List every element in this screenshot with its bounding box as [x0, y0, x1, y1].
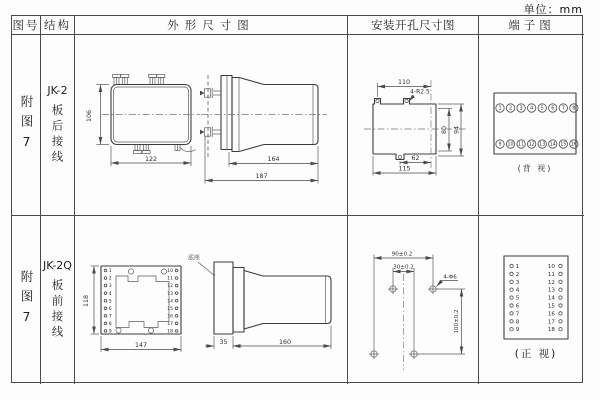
dim-base-depth: 35 — [219, 338, 228, 346]
svg-text:15: 15 — [547, 303, 555, 310]
svg-text:10: 10 — [547, 264, 555, 270]
dim-plate-width: 147 — [134, 342, 148, 349]
svg-text:4: 4 — [515, 287, 520, 294]
dim-hole-span-height: 100±0.2 — [454, 309, 460, 334]
dim-front-width: 122 — [144, 155, 158, 163]
svg-text:6: 6 — [515, 303, 520, 310]
row1-model: JK-2 — [47, 84, 68, 97]
dim-plate-height: 118 — [83, 294, 90, 308]
svg-text:9: 9 — [498, 142, 502, 148]
row2-terminal-cell — [479, 216, 584, 384]
jk2q-side-view — [188, 254, 331, 350]
terminal-col-right — [548, 264, 562, 333]
front-terminals-right — [167, 268, 178, 334]
svg-text:3: 3 — [519, 106, 523, 112]
svg-text:1: 1 — [515, 264, 520, 270]
svg-text:2: 2 — [509, 106, 513, 112]
row2-outline-cell — [75, 216, 348, 384]
mount-hole-icon — [128, 269, 133, 274]
svg-text:14: 14 — [549, 142, 556, 148]
svg-text:2: 2 — [515, 271, 520, 278]
row1-outline-cell — [75, 35, 348, 216]
unit-label: 单位：mm — [523, 3, 583, 16]
svg-text:10: 10 — [167, 269, 173, 275]
dim-body-len: 160 — [278, 338, 292, 346]
svg-text:12: 12 — [547, 279, 555, 286]
terminal-row-top — [496, 104, 578, 112]
row2-structure-cell — [41, 216, 75, 384]
jk2q-mounting-drawing — [348, 216, 479, 384]
row2-mounting-cell — [348, 216, 479, 384]
top-studs-icon — [113, 75, 165, 85]
svg-text:8: 8 — [515, 319, 520, 326]
header-structure: 结构 — [41, 16, 75, 35]
dim-cutout-top-width: 110 — [397, 79, 411, 86]
front-terminals-left — [104, 268, 112, 334]
jk2-front-view — [86, 75, 200, 167]
svg-text:10: 10 — [507, 142, 514, 148]
svg-text:5: 5 — [515, 295, 520, 302]
svg-text:13: 13 — [547, 287, 555, 294]
svg-text:15: 15 — [560, 142, 567, 148]
dim-hole-inner-width: 30±0.2 — [393, 264, 414, 271]
row1-structure-cell — [41, 35, 75, 216]
svg-text:16: 16 — [570, 142, 577, 148]
jk2q-front-view — [83, 266, 181, 352]
jk2-mounting-drawing — [348, 35, 479, 216]
bottom-studs-icon — [134, 145, 196, 154]
dim-cutout-outer-width: 115 — [398, 165, 411, 173]
dim-cutout-outer-height: 94 — [453, 125, 461, 135]
row1-terminal-cell — [479, 35, 584, 216]
mount-hole-icon — [116, 328, 121, 333]
svg-text:9: 9 — [515, 327, 520, 334]
terminal-col-left — [510, 264, 520, 333]
svg-text:7: 7 — [108, 314, 112, 320]
svg-text:1: 1 — [498, 106, 502, 112]
svg-text:6: 6 — [551, 106, 555, 112]
svg-text:4: 4 — [530, 106, 534, 112]
svg-text:3: 3 — [108, 284, 112, 290]
svg-text:11: 11 — [167, 276, 173, 282]
jk2-side-view — [200, 75, 327, 184]
dim-cutout-inner-height: 80 — [441, 125, 448, 135]
svg-text:7: 7 — [515, 311, 520, 318]
jk2q-outline-drawing — [75, 216, 348, 384]
rear-studs-icon — [200, 88, 221, 137]
dim-hole-span-width: 90±0.2 — [391, 251, 413, 258]
row1-figure-no-cell — [12, 35, 41, 216]
svg-text:8: 8 — [572, 106, 576, 112]
svg-text:8: 8 — [108, 321, 112, 327]
dim-side-total-len: 187 — [255, 173, 268, 180]
svg-text:5: 5 — [108, 299, 112, 305]
terminal-row-bottom — [496, 140, 578, 148]
row2-wiring: 板前接线 — [50, 279, 65, 341]
svg-text:11: 11 — [547, 271, 555, 278]
row1-figure-no: 附图7 — [19, 94, 34, 156]
stud-slot-icon — [405, 99, 408, 102]
row2-model: JK-2Q — [43, 259, 72, 272]
note-hole-diameter: 4-Φ6 — [443, 274, 457, 281]
svg-text:12: 12 — [528, 142, 535, 148]
svg-text:13: 13 — [167, 291, 173, 297]
svg-text:13: 13 — [539, 142, 546, 148]
row1-mounting-cell — [348, 35, 479, 216]
svg-text:14: 14 — [547, 295, 555, 302]
note-base: 底座 — [187, 254, 201, 262]
header-outline: 外形尺寸图 — [75, 16, 348, 35]
svg-text:18: 18 — [167, 329, 173, 335]
header-figure-no: 图号 — [12, 16, 41, 35]
svg-text:5: 5 — [540, 106, 544, 112]
svg-text:9: 9 — [108, 329, 112, 335]
row2-figure-no: 附图7 — [19, 269, 34, 331]
stud-slot-icon — [376, 99, 379, 102]
svg-text:7: 7 — [561, 106, 565, 112]
note-corner-radius: 4-R2.5 — [410, 88, 430, 96]
jk2-outline-drawing — [75, 35, 348, 216]
mount-hole-icon — [148, 328, 153, 333]
header-mounting: 安装开孔尺寸图 — [348, 16, 479, 35]
row1-wiring: 板后接线 — [50, 104, 65, 166]
svg-text:11: 11 — [518, 142, 525, 148]
dim-side-body-len: 164 — [267, 156, 280, 163]
svg-text:1: 1 — [108, 269, 112, 275]
svg-text:6: 6 — [108, 306, 112, 312]
view-label-front: (正 视) — [514, 348, 558, 360]
mount-hole-icon — [161, 269, 166, 274]
svg-text:3: 3 — [515, 279, 520, 286]
jk2q-terminal-diagram — [479, 216, 584, 384]
svg-text:17: 17 — [167, 321, 173, 327]
view-label-rear: (背 视) — [517, 164, 553, 173]
stud-slot-icon — [398, 155, 401, 158]
dim-cutout-inner-width: 62 — [411, 155, 420, 162]
row2-figure-no-cell — [12, 216, 41, 384]
svg-text:14: 14 — [167, 299, 173, 305]
svg-text:18: 18 — [547, 327, 555, 334]
svg-text:16: 16 — [167, 314, 173, 320]
svg-text:15: 15 — [167, 306, 173, 312]
header-terminal: 端子图 — [479, 16, 584, 35]
svg-text:16: 16 — [547, 311, 555, 318]
svg-text:4: 4 — [108, 291, 112, 297]
svg-text:17: 17 — [547, 319, 555, 326]
dim-front-height: 106 — [86, 109, 93, 123]
jk2-terminal-diagram — [479, 35, 584, 216]
svg-text:12: 12 — [167, 284, 173, 290]
figure-table — [11, 15, 583, 383]
svg-text:2: 2 — [108, 276, 112, 282]
